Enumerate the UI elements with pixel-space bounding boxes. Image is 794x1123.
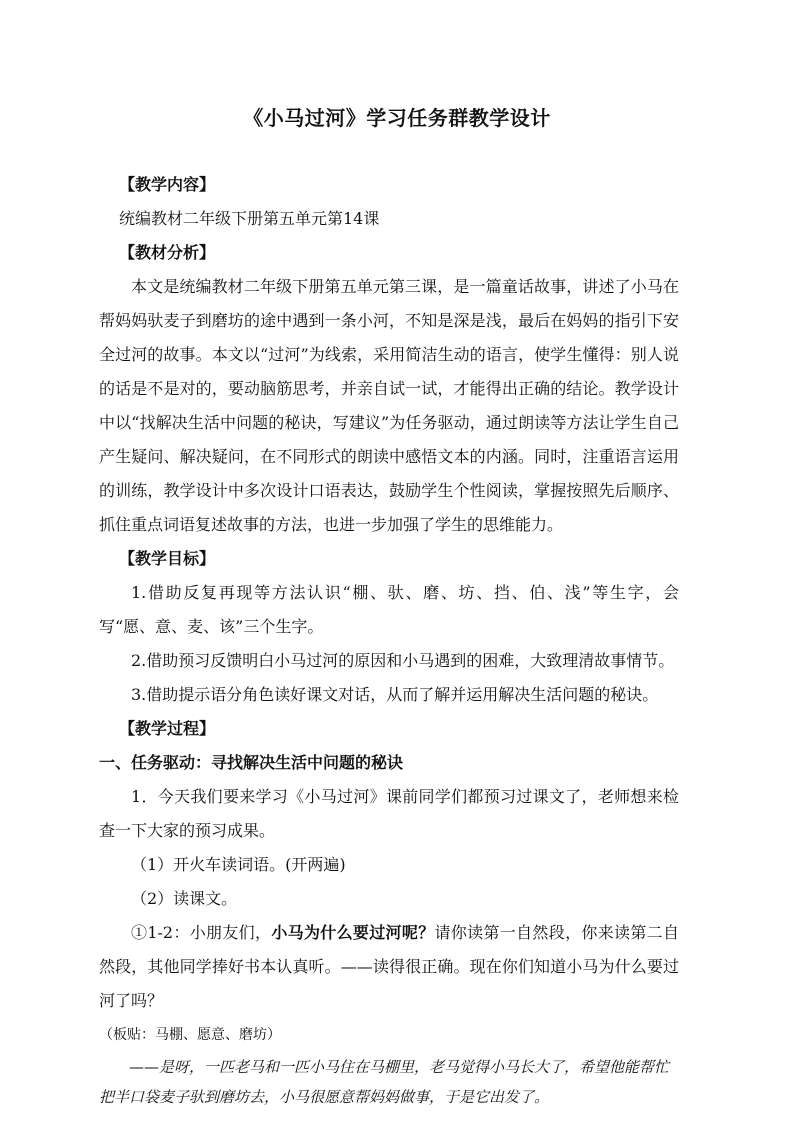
document-title: 《小马过河》学习任务群教学设计	[243, 106, 551, 130]
key-question: 小马为什么要过河呢？	[271, 923, 435, 942]
reading-paragraph-1	[99, 916, 679, 1018]
paragraph-prefix: ①1-2：小朋友们，	[131, 923, 272, 942]
goal-item-2: 2.借助预习反馈明白小马过河的原因和小马遇到的困难，大致理清故事情节。	[131, 651, 675, 670]
section-heading-process: 【教学过程】	[119, 719, 216, 738]
step-1-title: 一、任务驱动：寻找解决生活中问题的秘诀	[99, 753, 404, 772]
section-heading-analysis: 【教材分析】	[119, 243, 216, 262]
goal-item-3: 3.借助提示语分角色读好课文对话，从而了解并运用解决生活问题的秘诀。	[131, 685, 659, 704]
analysis-paragraph: 本文是统编教材二年级下册第五单元第三课，是一篇童话故事，讲述了小马在帮妈妈驮麦子到磨坊的途中遇到一条小河，不知是深是浅，最后在妈妈的指引下安全过河的故事。本文以“过河”为线索，采用简洁生动的语言，使学生懂得：别人说的话是不是对的，要动脑筋思考，并亲自试一试，才能得出正确的结论。教学设计中以“找解决生活中问题的秘诀，写建议”为任务驱动，通过朗读等方法让学生自己产生疑问、解决疑问，在不同形式的朗读中感悟文本的内涵。同时，注重语言运用的训练，教学设计中多次设计口语表达，鼓励学生个性阅读，掌握按照先后顺序、抓住重点词语复述故事的方法，也进一步加强了学生的思维能力。	[99, 277, 679, 534]
step-1-sub-2: （2）读课文。	[131, 889, 238, 908]
paragraph-rest: 请你读第一自然段，你来读第二自然段，其他同学捧好书本认真听。——读得很正确。现在你们知道小马为什么要过河了吗？	[99, 923, 679, 1010]
document-body	[99, 168, 679, 1112]
board-note: （板贴：马棚、愿意、磨坊）	[99, 1027, 281, 1043]
goal-item-1: 1.借助反复再现等方法认识“棚、驮、磨、坊、挡、伯、浅”等生字，会写“愿、意、麦、该”三个生字。	[99, 583, 679, 636]
teacher-quote: ——是呀，一匹老马和一匹小马住在马棚里，老马觉得小马长大了，希望他能帮忙把半口袋麦子驮到磨坊去，小马很愿意帮妈妈做事，于是它出发了。	[99, 1058, 670, 1106]
section-heading-goals: 【教学目标】	[119, 549, 216, 568]
step-1-sub-1: （1）开火车读词语。(开两遍)	[131, 855, 346, 874]
section-heading-content: 【教学内容】	[119, 175, 216, 194]
step-1-text: 1．今天我们要来学习《小马过河》课前同学们都预习过课文了，老师想来检查一下大家的预习成果。	[99, 787, 679, 840]
content-text: 统编教材二年级下册第五单元第14课	[119, 209, 380, 228]
